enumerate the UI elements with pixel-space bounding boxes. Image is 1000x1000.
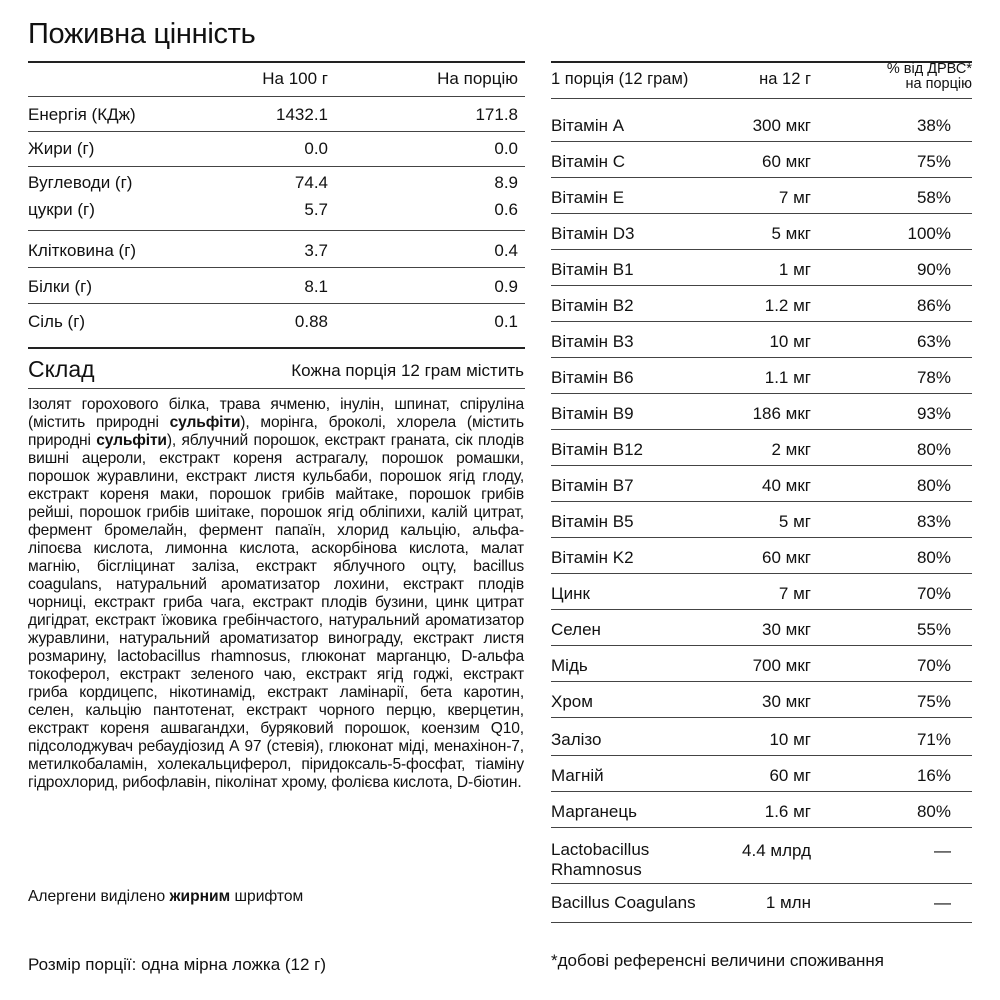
vitamin-amount: 5 мг [778,512,811,531]
vitamin-amount: 1.6 мг [764,802,811,821]
vitamin-amount: 700 мкг [752,656,811,675]
per-serving-note: Кожна порція 12 грам містить [291,361,524,380]
divider [551,285,972,286]
vitamin-amount: 10 мг [769,730,811,749]
ingredients-text: Ізолят горохового білка, трава ячменю, інулін, шпинат, спіруліна (містить природні сульфіти), морінга, броколі, хлорела (містить природні сульфіти), яблучний порошок, екстракт граната, сік плодів вишні ацероли, екстракт кореня астрагалу, порошок ромашки, порошок журавлини, екстракт листя кульбаби, порошок ягід глоду, екстракт кореня маки, порошок грибів майтаке, порошок грибів рейші, порошок грибів шиітаке, порошок ягід обліпихи, калій цитрат, фермент бромелайн, фермент папаїн, хлорид кальцію, альфа-ліпоєва кислота, лимонна кислота, аскорбінова кислота, малат магнію, бісгліцинат заліза, екстракт яблучного оцту, bacillus coagulans, натуральний ароматизатор лохини, екстракт плодів чорниці, екстракт гриба чага, екстракт плодів бузини, цинк цитрат дигідрат, екстракт їжовика гребінчастого, натуральний ароматизатор журавлини, натуральний ароматизатор винограду, екстракт листя розмарину, lactobacillus rhamnosus, глюконат марганцю, D-альфа токоферол, екстракт зеленого чаю, екстракт ягід годжі, екстракт гриба кордицепс, нікотинамід, екстракт ламінарії, бета каротин, селен, кальцію пантотенат, екстракт чорного перцю, кверцетин, екстракт кореня ашвагандхи, буряковий порошок, коензим Q10, підсолоджувач ребаудіозид А 97 (стевія), глюконат міді, менахінон-7, метилкобаламін, холекальциферол, піридоксаль-5-фосфат, тіаміну гідрохлорид, рибофлавін, піколінат хрому, фолієва кислота, D-біотин. [28,396,524,791]
divider [28,131,525,132]
nutrition-per-serving: 8.9 [494,173,518,192]
vitamin-name: Селен [551,620,601,639]
divider [551,321,972,322]
divider [551,465,972,466]
vitamin-name: Марганець [551,802,637,821]
divider [28,347,525,349]
vitamin-dv: 63% [916,332,951,351]
divider [28,303,525,304]
divider [551,429,972,430]
header-per-100: На 100 г [262,69,328,88]
nutrition-label: Білки (г) [28,277,93,296]
divider [551,98,972,99]
nutrition-per100: 3.7 [304,241,328,260]
nutrition-label: Сіль (г) [28,312,86,331]
divider [551,141,972,142]
nutrition-per100: 5.7 [304,200,328,219]
vitamin-name: Залізо [551,730,602,749]
divider [28,267,525,268]
divider [551,393,972,394]
divider [551,681,972,682]
vitamin-amount: 1 мг [778,260,811,279]
vitamin-amount: 186 мкг [752,404,811,423]
vitamin-amount: 1.2 мг [764,296,811,315]
vitamin-dv: 86% [916,296,951,315]
vitamin-name: Вітамін C [551,152,626,171]
divider [551,609,972,610]
vitamin-name: Вітамін B5 [551,512,634,531]
page-title: Поживна цінність [28,18,256,50]
vitamin-amount: 1.1 мг [764,368,811,387]
divider [551,177,972,178]
divider [551,922,972,923]
divider [551,883,972,884]
footnote: *добові референсні величини споживання [551,951,884,970]
vitamin-name: Цинк [551,584,590,603]
vitamin-dv: 55% [916,620,951,639]
nutrition-per-serving: 0.0 [494,139,518,158]
divider [28,230,525,231]
vitamin-name: Вітамін B9 [551,404,634,423]
nutrition-per100: 0.88 [294,312,328,331]
vitamin-dv: 71% [916,730,951,749]
vitamin-name: Вітамін A [551,116,625,135]
vitamin-dv: — [934,893,951,912]
nutrition-per-serving: 0.9 [494,277,518,296]
divider [551,645,972,646]
nutrition-label: цукри (г) [28,200,95,219]
vitamin-amount: 4.4 млрд [742,841,811,860]
nutrition-per-serving: 0.4 [494,241,518,260]
nutrition-label: Жири (г) [28,139,95,158]
vitamin-name: Вітамін B1 [551,260,634,279]
vitamin-dv: 16% [916,766,951,785]
vitamin-name: Вітамін B2 [551,296,634,315]
vitamin-amount: 10 мг [769,332,811,351]
vitamin-name: Вітамін B6 [551,368,634,387]
vitamin-amount: 7 мг [778,584,811,603]
allergen-note: Алергени виділено жирним шрифтом [28,888,304,905]
nutrition-per-serving: 171.8 [475,105,518,124]
vitamin-dv: 80% [916,476,951,495]
allergen-word: сульфіти [169,414,241,431]
vitamin-dv: 93% [916,404,951,423]
divider [551,213,972,214]
serving-size: Розмір порції: одна мірна ложка (12 г) [28,955,327,974]
nutrition-label: Клітковина (г) [28,241,137,260]
divider [551,357,972,358]
vitamin-dv: 83% [916,512,951,531]
vitamin-amount: 60 мг [769,766,811,785]
vitamin-dv: 70% [916,656,951,675]
vitamin-name: Вітамін B3 [551,332,634,351]
divider [28,166,525,167]
nutrition-per100: 0.0 [304,139,328,158]
nutrition-per-serving: 0.6 [494,200,518,219]
divider [551,827,972,828]
allergen-word: сульфіти [96,432,167,449]
divider [28,96,525,97]
header-amount: на 12 г [759,70,811,88]
vitamin-dv: 80% [916,440,951,459]
vitamin-name: Хром [551,692,593,711]
vitamin-name: Вітамін K2 [551,548,634,567]
vitamin-name: Bacillus Coagulans [551,893,696,912]
vitamin-amount: 30 мкг [762,692,811,711]
vitamin-name: Магній [551,766,604,785]
vitamin-amount: 300 мкг [752,116,811,135]
nutrition-label: Вуглеводи (г) [28,173,133,192]
vitamin-name: Вітамін B7 [551,476,634,495]
vitamin-dv: — [934,841,951,860]
vitamin-dv: 58% [916,188,951,207]
vitamin-name: Мідь [551,656,588,675]
header-dv: % від ДРВС* на порцію [886,61,972,92]
divider [551,573,972,574]
nutrition-per100: 1432.1 [276,105,328,124]
vitamin-name: Вітамін B12 [551,440,643,459]
vitamin-amount: 60 мкг [762,548,811,567]
vitamin-name: Lactobacillus Rhamnosus [551,840,650,879]
vitamin-dv: 70% [916,584,951,603]
vitamin-dv: 80% [916,548,951,567]
nutrition-per-serving: 0.1 [494,312,518,331]
vitamin-dv: 90% [916,260,951,279]
divider [551,537,972,538]
vitamin-dv: 80% [916,802,951,821]
divider [551,755,972,756]
vitamin-name: Вітамін E [551,188,625,207]
vitamin-amount: 7 мг [778,188,811,207]
composition-title: Склад [28,356,95,382]
vitamin-dv: 75% [916,692,951,711]
divider [551,717,972,718]
vitamin-amount: 1 млн [765,893,811,912]
vitamin-amount: 5 мкг [771,224,811,243]
header-portion: 1 порція (12 грам) [551,70,689,88]
divider [551,249,972,250]
divider [551,791,972,792]
divider [28,388,525,389]
header-per-serving: На порцію [437,69,518,88]
vitamin-dv: 38% [916,116,951,135]
vitamin-dv: 75% [916,152,951,171]
vitamin-name: Вітамін D3 [551,224,635,243]
divider [28,61,525,63]
vitamin-dv: 78% [916,368,951,387]
nutrition-label: Енергія (КДж) [28,105,136,124]
vitamin-amount: 2 мкг [771,440,811,459]
nutrition-per100: 8.1 [304,277,328,296]
vitamin-dv: 100% [907,224,951,243]
vitamin-amount: 30 мкг [762,620,811,639]
divider [551,501,972,502]
vitamin-amount: 40 мкг [762,476,811,495]
vitamin-amount: 60 мкг [762,152,811,171]
nutrition-per100: 74.4 [294,173,328,192]
